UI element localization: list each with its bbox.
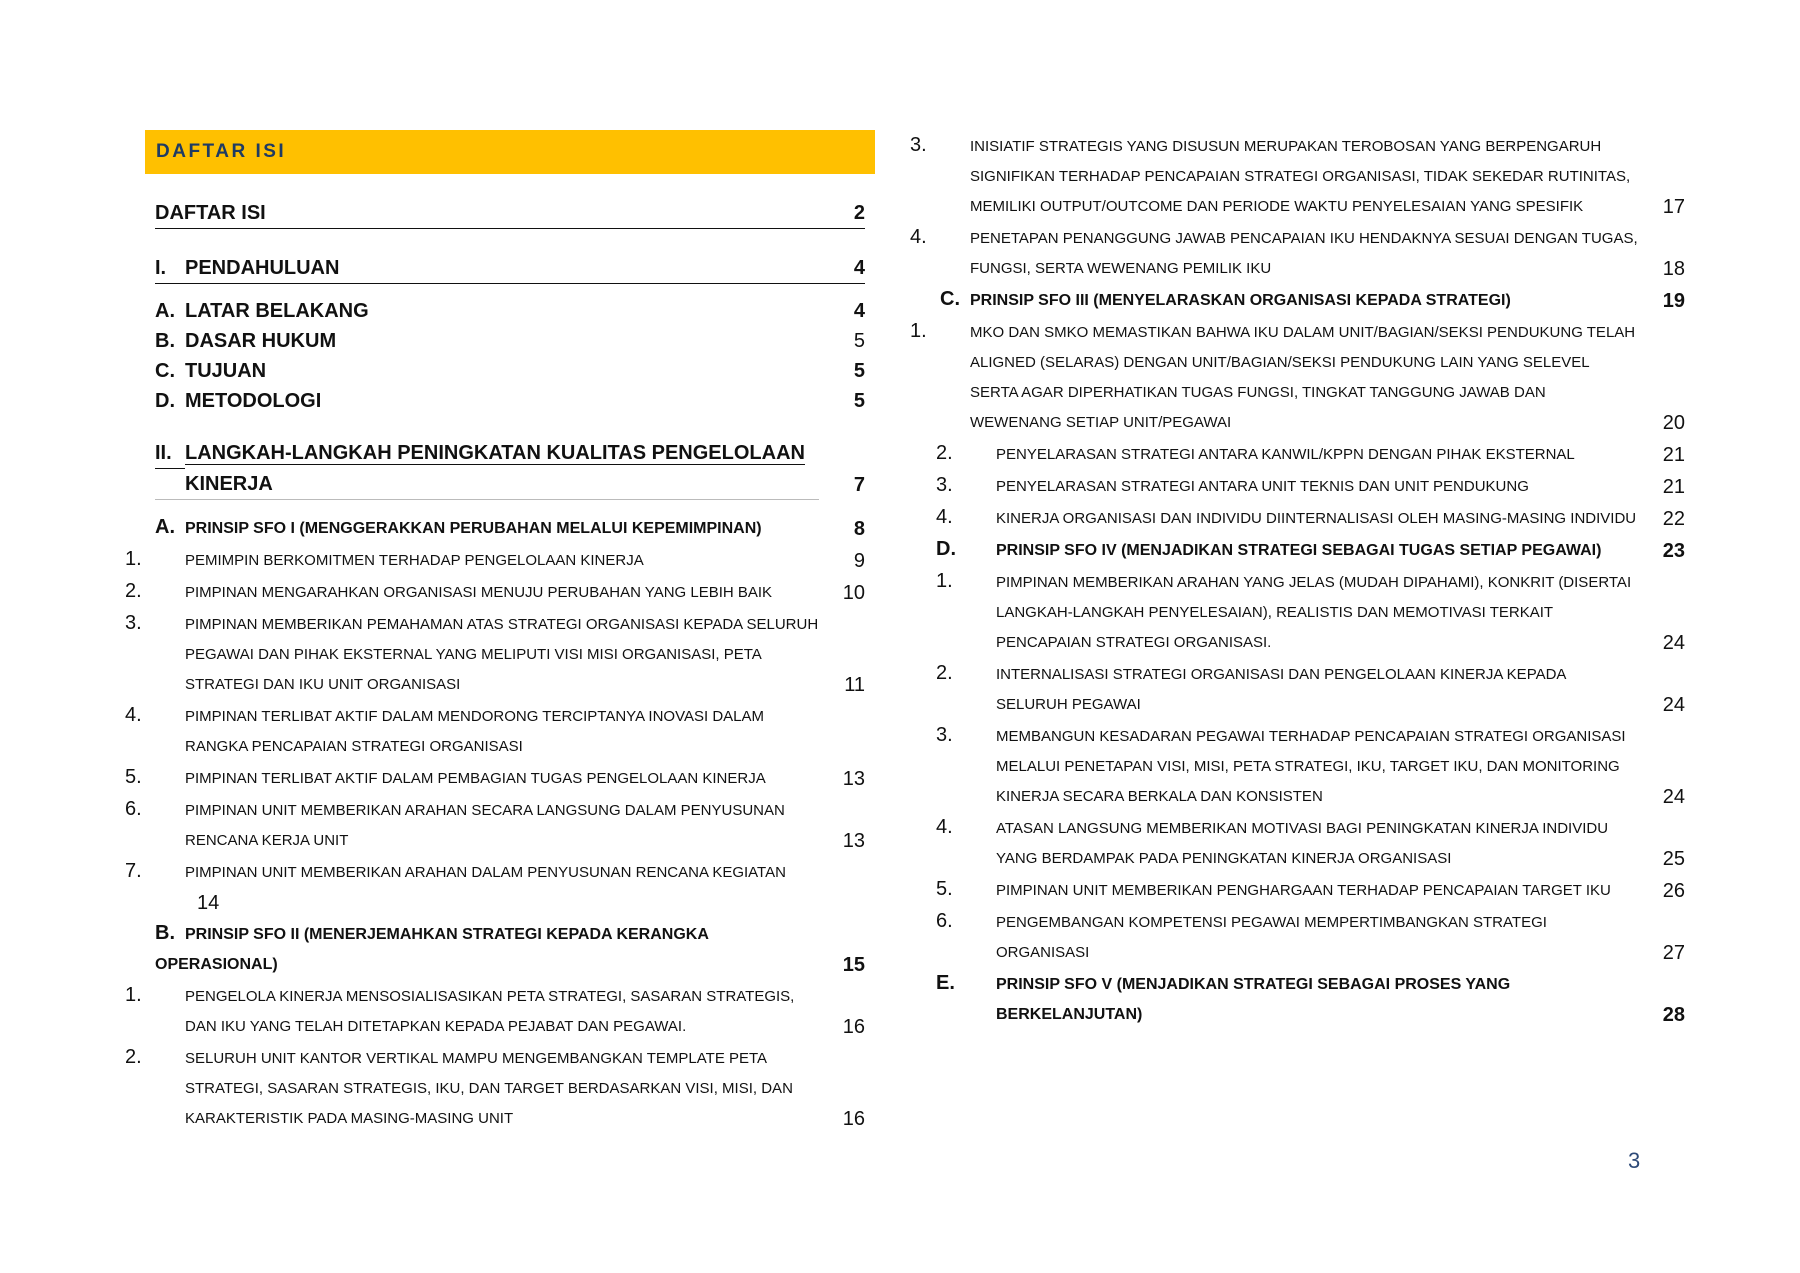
toc-entry[interactable]: 6. PENGEMBANGAN KOMPETENSI PEGAWAI MEMPERTIMBANGKAN STRATEGI ORGANISASI 27 — [940, 906, 1685, 968]
toc-entry[interactable]: 2. PENYELARASAN STRATEGI ANTARA KANWIL/KPPN DENGAN PIHAK EKSTERNAL 21 — [940, 438, 1685, 470]
toc-title: PENYELARASAN STRATEGI ANTARA UNIT TEKNIS DAN UNIT PENDUKUNG — [996, 478, 1529, 495]
toc-entry[interactable]: 5. PIMPINAN TERLIBAT AKTIF DALAM PEMBAGIAN TUGAS PENGELOLAAN KINERJA 13 — [155, 762, 865, 794]
toc-number: 4. — [936, 506, 953, 528]
toc-title: SELURUH UNIT KANTOR VERTIKAL MAMPU MENGEMBANGKAN TEMPLATE PETA STRATEGI, SASARAN STRATEGIS, IKU, DAN TARGET BERDASARKAN VISI, MISI, DAN KARAKTERISTIK PADA MASING-MASING UNIT — [185, 1050, 793, 1127]
toc-entry[interactable] — [155, 198, 865, 229]
toc-title: TUJUAN — [185, 360, 267, 382]
toc-entry[interactable]: 3. PIMPINAN MEMBERIKAN PEMAHAMAN ATAS STRATEGI ORGANISASI KEPADA SELURUH PEGAWAI DAN PIHAK EKSTERNAL YANG MELIPUTI VISI MISI ORGANISASI, PETA STRATEGI DAN IKU UNIT ORGANISASI 11 — [155, 608, 865, 700]
toc-title: PENGELOLA KINERJA MENSOSIALISASIKAN PETA STRATEGI, SASARAN STRATEGIS, DAN IKU YANG TELAH DITETAPKAN KEPADA PEJABAT DAN PEGAWAI. — [185, 988, 795, 1035]
toc-title: PRINSIP SFO II (MENERJEMAHKAN STRATEGI KEPADA KERANGKA OPERASIONAL) — [155, 926, 709, 973]
toc-entry[interactable] — [155, 438, 865, 500]
toc-left-column — [125, 130, 875, 1134]
toc-number: B. — [155, 922, 175, 944]
toc-title: DAFTAR ISI — [155, 202, 266, 224]
toc-entry[interactable]: 2. SELURUH UNIT KANTOR VERTIKAL MAMPU MENGEMBANGKAN TEMPLATE PETA STRATEGI, SASARAN STRATEGIS, IKU, DAN TARGET BERDASARKAN VISI, MISI, DAN KARAKTERISTIK PADA MASING-MASING UNIT 16 — [155, 1042, 865, 1134]
toc-entry[interactable] — [155, 356, 865, 386]
toc-number: 1. — [936, 570, 953, 592]
toc-title: METODOLOGI — [185, 390, 322, 412]
toc-number: 3. — [936, 474, 953, 496]
toc-entry[interactable] — [125, 700, 865, 762]
toc-title: ATASAN LANGSUNG MEMBERIKAN MOTIVASI BAGI PENINGKATAN KINERJA INDIVIDU YANG BERDAMPAK PADA PENINGKATAN KINERJA ORGANISASI — [996, 820, 1609, 867]
toc-page: 19 — [1662, 290, 1685, 312]
toc-entry[interactable]: 6. PIMPINAN UNIT MEMBERIKAN ARAHAN SECARA LANGSUNG DALAM PENYUSUNAN RENCANA KERJA UNIT 13 — [155, 794, 865, 856]
toc-number: 3. — [910, 134, 927, 156]
toc-entry[interactable]: 2. PIMPINAN MENGARAHKAN ORGANISASI MENUJU PERUBAHAN YANG LEBIH BAIK 10 — [155, 576, 865, 608]
toc-right-column — [910, 130, 1685, 1030]
toc-number: I. — [155, 257, 167, 279]
toc-entry[interactable]: 1. PENGELOLA KINERJA MENSOSIALISASIKAN PETA STRATEGI, SASARAN STRATEGIS, DAN IKU YANG TELAH DITETAPKAN KEPADA PEJABAT DAN PEGAWAI. 16 — [155, 980, 865, 1042]
toc-entry[interactable] — [155, 296, 865, 326]
toc-page: 4 — [853, 257, 865, 279]
toc-title: KINERJA ORGANISASI DAN INDIVIDU DIINTERNALISASI OLEH MASING-MASING INDIVIDU — [996, 510, 1637, 527]
toc-number: 6. — [125, 798, 142, 820]
toc-entry[interactable]: 2. INTERNALISASI STRATEGI ORGANISASI DAN PENGELOLAAN KINERJA KEPADA SELURUH PEGAWAI 24 — [940, 658, 1685, 720]
toc-number: 2. — [125, 1046, 142, 1068]
toc-title: PRINSIP SFO IV (MENJADIKAN STRATEGI SEBAGAI TUGAS SETIAP PEGAWAI) — [996, 542, 1602, 559]
toc-banner — [145, 130, 875, 174]
toc-page: 15 — [842, 954, 865, 976]
toc-title: PIMPINAN MEMBERIKAN PEMAHAMAN ATAS STRATEGI ORGANISASI KEPADA SELURUH PEGAWAI DAN PIHAK EKSTERNAL YANG MELIPUTI VISI MISI ORGANISASI, PETA STRATEGI DAN IKU UNIT ORGANISASI — [185, 616, 819, 693]
toc-page: 2 — [853, 202, 865, 224]
toc-entry[interactable] — [940, 284, 1685, 316]
toc-number: 7. — [125, 860, 142, 882]
toc-page: 5 — [853, 330, 865, 352]
toc-number: 3. — [125, 612, 142, 634]
toc-title: INTERNALISASI STRATEGI ORGANISASI DAN PENGELOLAAN KINERJA KEPADA SELURUH PEGAWAI — [996, 666, 1566, 713]
toc-title: MKO DAN SMKO MEMASTIKAN BAHWA IKU DALAM UNIT/BAGIAN/SEKSI PENDUKUNG TELAH ALIGNED (SELARAS) DENGAN UNIT/BAGIAN/SEKSI PENDUKUNG LAIN YANG SELEVEL SERTA AGAR DIPERHATIKAN TUGAS FUNGSI, TINGKAT TANGGUNG JAWAB DAN WEWENANG SETIAP UNIT/PEGAWAI — [970, 324, 1636, 431]
toc-title: PENETAPAN PENANGGUNG JAWAB PENCAPAIAN IKU HENDAKNYA SESUAI DENGAN TUGAS, FUNGSI, SERTA WEWENANG PEMILIK IKU — [970, 230, 1638, 277]
toc-number: D. — [936, 538, 956, 560]
toc-entry[interactable]: 4. ATASAN LANGSUNG MEMBERIKAN MOTIVASI BAGI PENINGKATAN KINERJA INDIVIDU YANG BERDAMPAK PADA PENINGKATAN KINERJA ORGANISASI 25 — [940, 812, 1685, 874]
toc-title: PENGEMBANGAN KOMPETENSI PEGAWAI MEMPERTIMBANGKAN STRATEGI ORGANISASI — [996, 914, 1547, 961]
toc-title: PEMIMPIN BERKOMITMEN TERHADAP PENGELOLAAN KINERJA — [185, 552, 644, 569]
toc-title: PENDAHULUAN — [185, 257, 340, 279]
toc-entry[interactable]: 1. PEMIMPIN BERKOMITMEN TERHADAP PENGELOLAAN KINERJA 9 — [155, 544, 865, 576]
toc-title: PRINSIP SFO V (MENJADIKAN STRATEGI SEBAGAI PROSES YANG BERKELANJUTAN) — [996, 976, 1511, 1023]
page-number: 3 — [1628, 1148, 1641, 1173]
toc-entry[interactable]: D. PRINSIP SFO IV (MENJADIKAN STRATEGI SEBAGAI TUGAS SETIAP PEGAWAI) 23 — [940, 534, 1685, 566]
toc-title: PIMPINAN UNIT MEMBERIKAN PENGHARGAAN TERHADAP PENCAPAIAN TARGET IKU — [996, 882, 1611, 899]
toc-number: 2. — [936, 442, 953, 464]
toc-title-line2: KINERJA — [185, 473, 273, 495]
toc-title: PIMPINAN UNIT MEMBERIKAN ARAHAN SECARA LANGSUNG DALAM PENYUSUNAN RENCANA KERJA UNIT — [185, 802, 785, 849]
toc-title: PENYELARASAN STRATEGI ANTARA KANWIL/KPPN DENGAN PIHAK EKSTERNAL — [996, 446, 1575, 463]
toc-entry[interactable]: E. PRINSIP SFO V (MENJADIKAN STRATEGI SEBAGAI PROSES YANG BERKELANJUTAN) 28 — [940, 968, 1685, 1030]
toc-entry[interactable]: 1. MKO DAN SMKO MEMASTIKAN BAHWA IKU DALAM UNIT/BAGIAN/SEKSI PENDUKUNG TELAH ALIGNED (SELARAS) DENGAN UNIT/BAGIAN/SEKSI PENDUKUNG LAIN YANG SELEVEL SERTA AGAR DIPERHATIKAN TUGAS FUNGSI, TINGKAT TANGGUNG JAWAB DAN WEWENANG SETIAP UNIT/PEGAWAI 20 — [940, 316, 1685, 438]
toc-entry[interactable]: 3. INISIATIF STRATEGIS YANG DISUSUN MERUPAKAN TEROBOSAN YANG BERPENGARUH SIGNIFIKAN TERHADAP PENCAPAIAN STRATEGI ORGANISASI, TIDAK SEKEDAR RUTINITAS, MEMILIKI OUTPUT/OUTCOME DAN PERIODE WAKTU PENYELESAIAN YANG SPESIFIK 17 — [940, 130, 1685, 222]
toc-page: 7 — [853, 474, 865, 496]
toc-title: MEMBANGUN KESADARAN PEGAWAI TERHADAP PENCAPAIAN STRATEGI ORGANISASI MELALUI PENETAPAN VISI, MISI, PETA STRATEGI, IKU, TARGET IKU, DAN MONITORING KINERJA SECARA BERKALA DAN KONSISTEN — [996, 728, 1626, 805]
toc-title: PIMPINAN UNIT MEMBERIKAN ARAHAN DALAM PENYUSUNAN RENCANA KEGIATAN — [185, 864, 786, 881]
toc-number: 4. — [910, 226, 927, 248]
toc-title: LATAR BELAKANG — [185, 300, 369, 322]
toc-entry[interactable] — [155, 326, 865, 356]
toc-title-line1: LANGKAH-LANGKAH PENINGKATAN KUALITAS PENGELOLAAN — [185, 442, 805, 464]
toc-page: 14 — [197, 892, 220, 914]
toc-entry[interactable] — [155, 386, 865, 416]
toc-entry[interactable] — [155, 918, 865, 980]
toc-number: D. — [155, 390, 175, 412]
toc-entry[interactable]: 3. MEMBANGUN KESADARAN PEGAWAI TERHADAP PENCAPAIAN STRATEGI ORGANISASI MELALUI PENETAPAN VISI, MISI, PETA STRATEGI, IKU, TARGET IKU, DAN MONITORING KINERJA SECARA BERKALA DAN KONSISTEN 24 — [940, 720, 1685, 812]
toc-entry[interactable] — [125, 856, 865, 918]
toc-page: 8 — [853, 518, 865, 540]
toc-number: 1. — [910, 320, 927, 342]
toc-number: 3. — [936, 724, 953, 746]
toc-number: A. — [155, 300, 175, 322]
toc-entry[interactable]: 3. PENYELARASAN STRATEGI ANTARA UNIT TEKNIS DAN UNIT PENDUKUNG 21 — [940, 470, 1685, 502]
toc-title: DASAR HUKUM — [185, 330, 337, 352]
toc-number: 2. — [936, 662, 953, 684]
toc-number: 4. — [125, 704, 142, 726]
toc-number: A. — [155, 516, 175, 538]
toc-number: 6. — [936, 910, 953, 932]
toc-title: PIMPINAN TERLIBAT AKTIF DALAM MENDORONG TERCIPTANYA INOVASI DALAM RANGKA PENCAPAIAN STRATEGI ORGANISASI — [185, 708, 765, 755]
toc-number: 5. — [125, 766, 142, 788]
toc-number: C. — [940, 288, 960, 310]
toc-number: 4. — [936, 816, 953, 838]
toc-title: PIMPINAN MENGARAHKAN ORGANISASI MENUJU PERUBAHAN YANG LEBIH BAIK — [185, 584, 773, 601]
toc-title: INISIATIF STRATEGIS YANG DISUSUN MERUPAKAN TEROBOSAN YANG BERPENGARUH SIGNIFIKAN TERHADAP PENCAPAIAN STRATEGI ORGANISASI, TIDAK SEKEDAR RUTINITAS, MEMILIKI OUTPUT/OUTCOME DAN PERIODE WAKTU PENYELESAIAN YANG SPESIFIK — [970, 138, 1631, 215]
toc-title: PRINSIP SFO III (MENYELARASKAN ORGANISASI KEPADA STRATEGI) — [970, 292, 1511, 309]
toc-number: B. — [155, 330, 175, 352]
toc-page: 5 — [853, 360, 865, 382]
toc-entry[interactable]: 4. PENETAPAN PENANGGUNG JAWAB PENCAPAIAN IKU HENDAKNYA SESUAI DENGAN TUGAS, FUNGSI, SERTA WEWENANG PEMILIK IKU 18 — [940, 222, 1685, 284]
toc-number: 2. — [125, 580, 142, 602]
toc-entry[interactable]: 4. KINERJA ORGANISASI DAN INDIVIDU DIINTERNALISASI OLEH MASING-MASING INDIVIDU 22 — [940, 502, 1685, 534]
toc-number: 5. — [936, 878, 953, 900]
toc-title: PRINSIP SFO I (MENGGERAKKAN PERUBAHAN MELALUI KEPEMIMPINAN) — [185, 520, 762, 537]
toc-page: 4 — [853, 300, 865, 322]
toc-number: E. — [936, 972, 955, 994]
toc-number: 1. — [125, 984, 142, 1006]
toc-number: C. — [155, 360, 175, 382]
toc-entry[interactable]: 1. PIMPINAN MEMBERIKAN ARAHAN YANG JELAS (MUDAH DIPAHAMI), KONKRIT (DISERTAI LANGKAH-LANGKAH PENYELESAIAN), REALISTIS DAN MEMOTIVASI TERKAIT PENCAPAIAN STRATEGI ORGANISASI. 24 — [940, 566, 1685, 658]
toc-title: PIMPINAN MEMBERIKAN ARAHAN YANG JELAS (MUDAH DIPAHAMI), KONKRIT (DISERTAI LANGKAH-LANGKAH PENYELESAIAN), REALISTIS DAN MEMOTIVASI TERKAIT PENCAPAIAN STRATEGI ORGANISASI. — [996, 574, 1632, 651]
toc-number: II. — [155, 438, 185, 469]
toc-title: PIMPINAN TERLIBAT AKTIF DALAM PEMBAGIAN TUGAS PENGELOLAAN KINERJA — [185, 770, 766, 787]
toc-entry[interactable] — [155, 512, 865, 544]
banner-title: DAFTAR ISI — [156, 141, 287, 162]
toc-number: 1. — [125, 548, 142, 570]
toc-entry[interactable]: 5. PIMPINAN UNIT MEMBERIKAN PENGHARGAAN TERHADAP PENCAPAIAN TARGET IKU 26 — [940, 874, 1685, 906]
toc-page: 5 — [853, 390, 865, 412]
toc-entry[interactable] — [155, 253, 865, 284]
